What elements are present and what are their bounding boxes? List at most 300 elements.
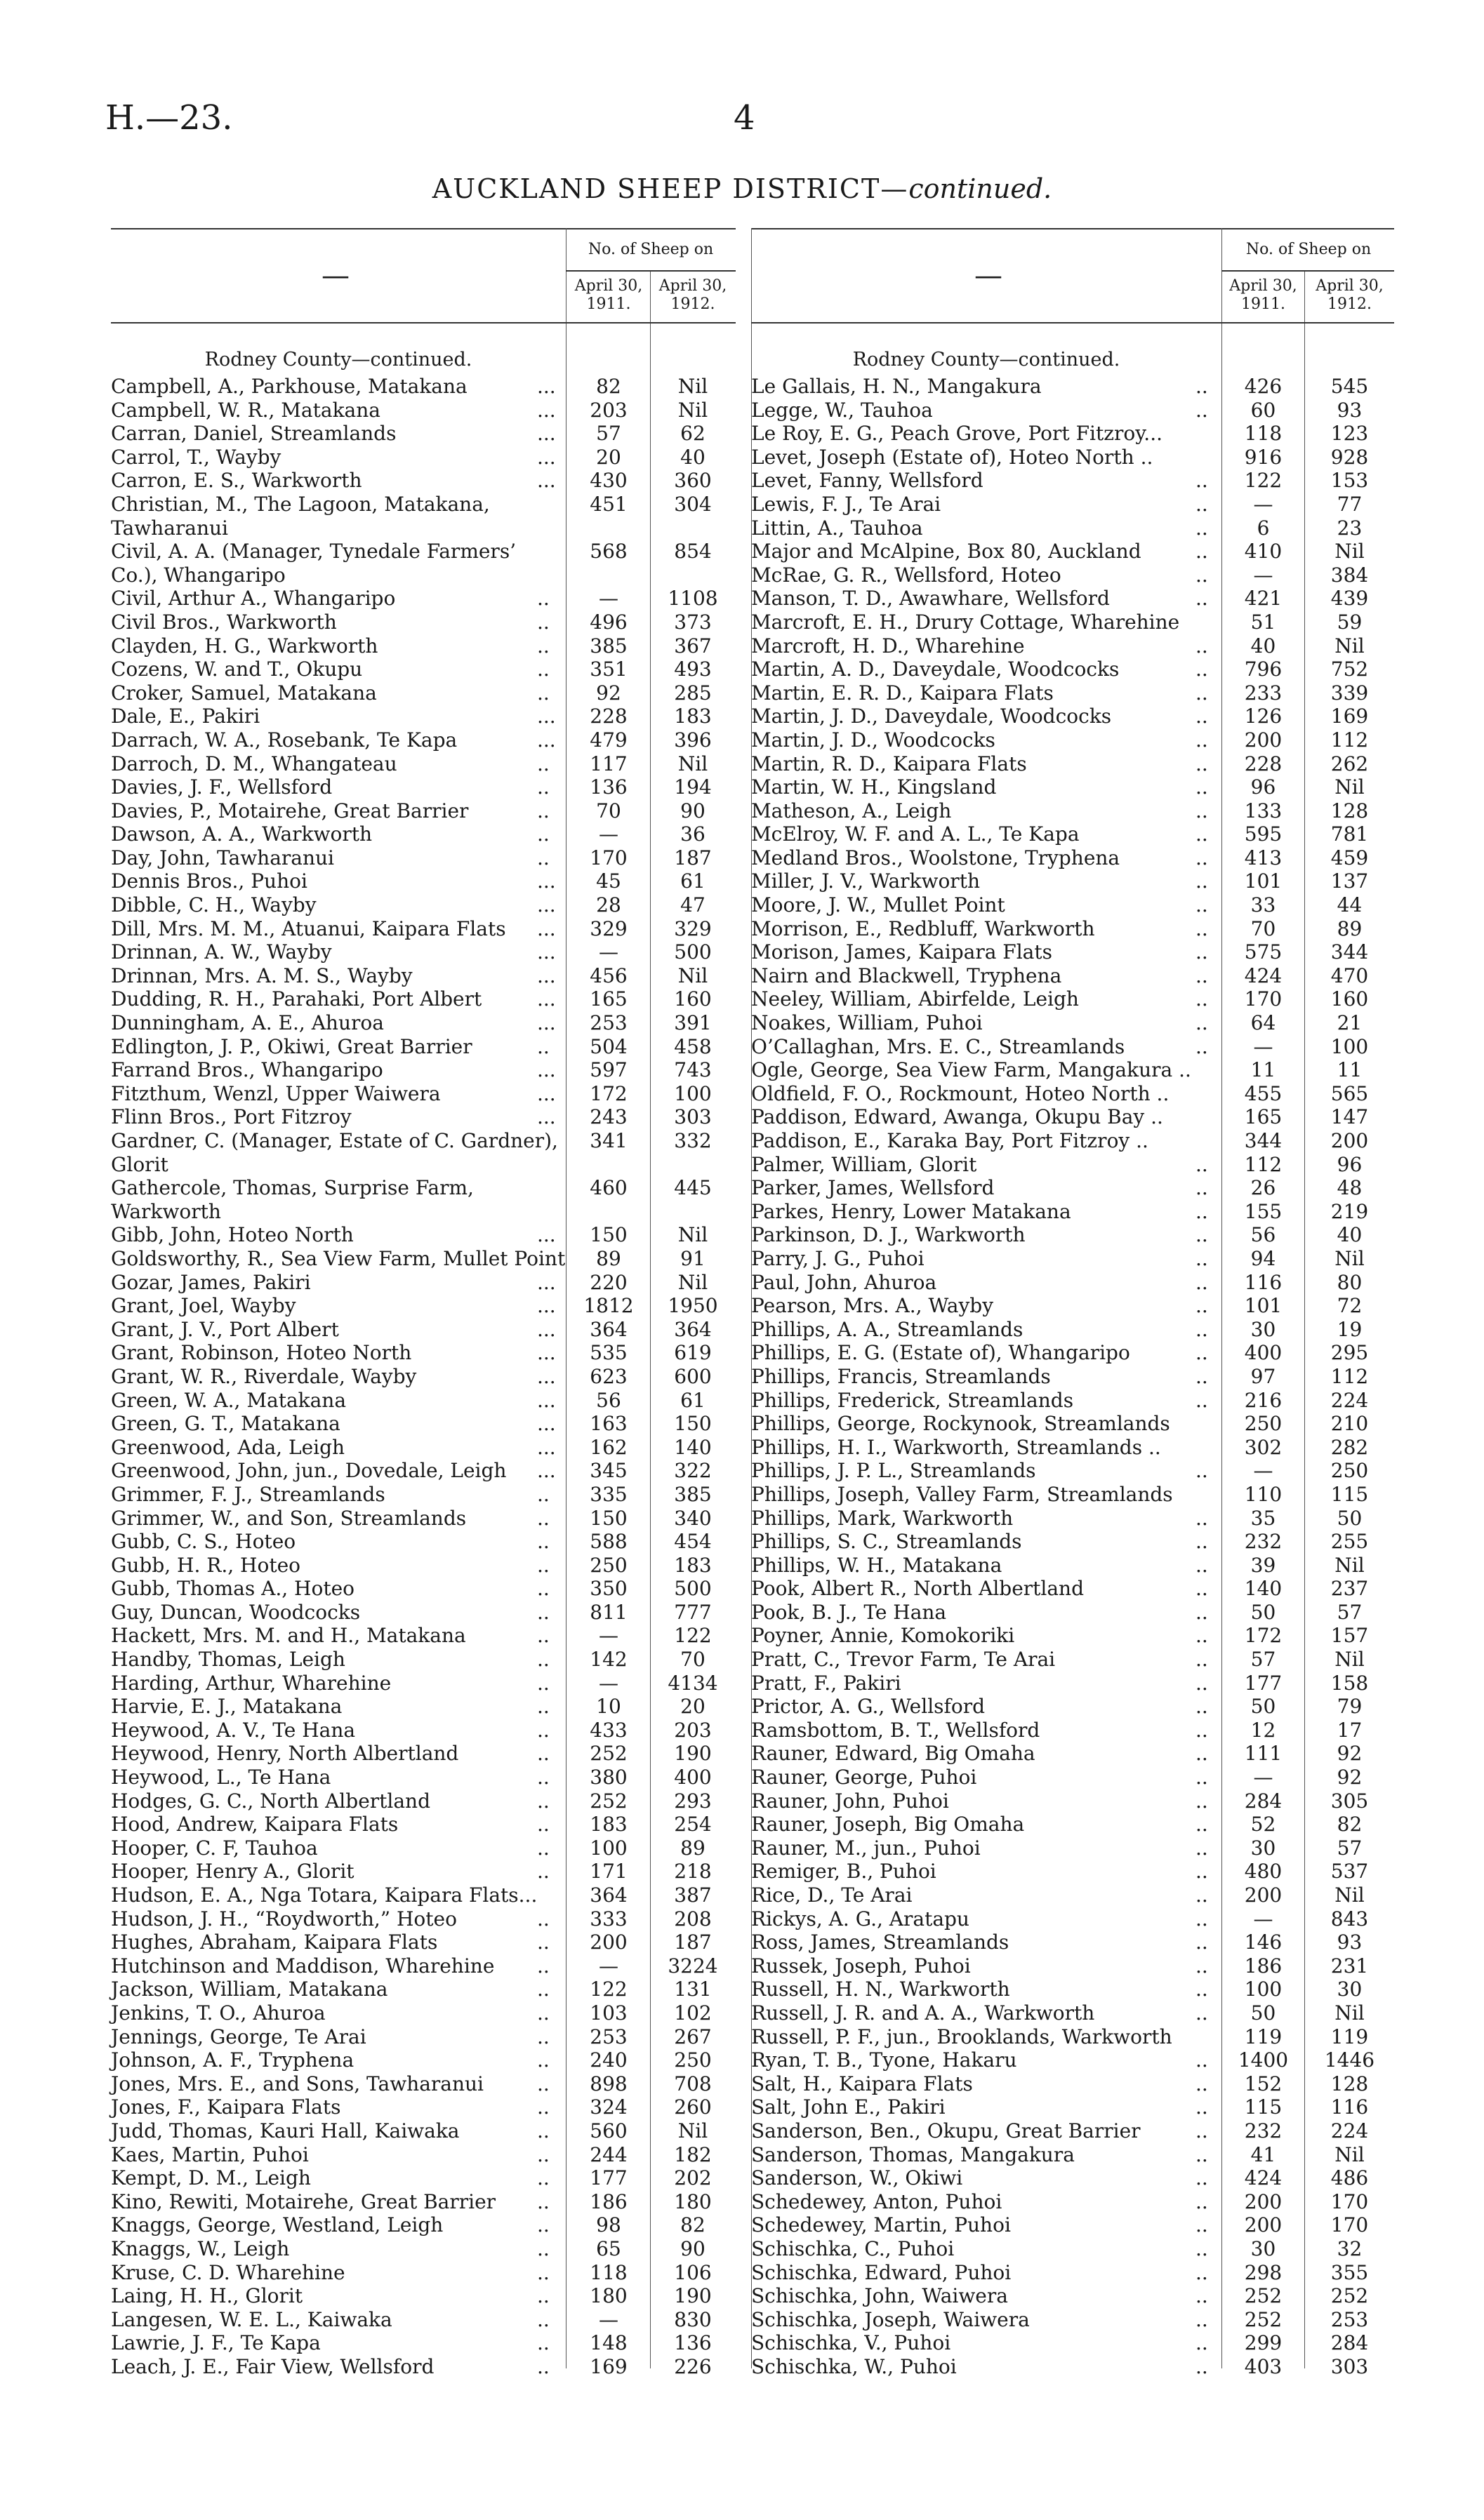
owner-name: Schischka, Joseph, Waiwera (751, 2307, 1030, 2331)
owner-name: Civil, Arthur A., Whangaripo (111, 587, 396, 611)
sheep-1912: 545 (1330, 375, 1369, 398)
sheep-1912: 90 (680, 799, 705, 822)
owner-name: Davies, J. F., Wellsford (111, 775, 333, 799)
owner-name: Gubb, C. S., Hoteo (111, 1530, 296, 1554)
leader-dots: .. (1195, 1199, 1208, 1223)
owner-name: Campbell, A., Parkhouse, Matakana (111, 375, 468, 398)
sheep-1912: 82 (1337, 1813, 1363, 1836)
owner-name: Drinnan, A. W., Wayby (111, 940, 332, 964)
leader-dots: .. (537, 2072, 550, 2095)
top-rule (751, 228, 1394, 229)
owner-name: Jackson, William, Matakana (111, 1978, 388, 2001)
sheep-1912: 190 (674, 2284, 712, 2308)
leader-dots: .. (537, 1978, 550, 2001)
leader-dots: .. (537, 1718, 550, 1742)
sheep-1912: Nil (1334, 2001, 1365, 2025)
sheep-1912: 237 (1330, 1577, 1369, 1601)
leader-dots: ... (537, 1459, 556, 1483)
column-divider (1304, 270, 1305, 2368)
owner-name: Noakes, William, Puhoi (751, 1011, 983, 1035)
sheep-1912: 77 (1337, 492, 1363, 516)
sheep-1911: 253 (590, 2025, 628, 2048)
sheep-1912: 304 (674, 492, 712, 516)
leader-dots: ... (537, 375, 556, 398)
sheep-1911: 1400 (1238, 2048, 1289, 2072)
sheep-1911: 216 (1244, 1388, 1283, 1412)
owner-name: Pook, B. J., Te Hana (751, 1600, 947, 1624)
sheep-1912: 80 (1337, 1270, 1363, 1294)
sheep-1911: 171 (590, 1860, 628, 1884)
sheep-1912: 303 (1330, 2354, 1369, 2378)
owner-name: Lawrie, J. F., Te Kapa (111, 2331, 321, 2355)
sheep-1912: 153 (1330, 469, 1369, 493)
owner-name: Grant, Joel, Wayby (111, 1294, 296, 1318)
sheep-1911: 333 (590, 1907, 628, 1931)
owner-name: Christian, M., The Lagoon, Matakana, Tawharanui (111, 492, 490, 540)
sheep-1912: 493 (674, 658, 712, 681)
leader-dots: .. (537, 2025, 550, 2048)
sheep-1911: 101 (1244, 1294, 1283, 1318)
sheep-1911: 240 (590, 2048, 628, 2072)
sheep-1911: 30 (1250, 2236, 1276, 2260)
blank-header: — (322, 260, 350, 292)
owner-name: Parker, James, Wellsford (751, 1176, 995, 1200)
owner-name: Gibb, John, Hoteo North (111, 1223, 354, 1247)
leader-dots: .. (1195, 728, 1208, 752)
owner-name: Martin, W. H., Kingsland (751, 775, 997, 799)
sheep-1911: 480 (1244, 1860, 1283, 1884)
owner-name: Prictor, A. G., Wellsford (751, 1695, 986, 1719)
sheep-1911: 122 (590, 1978, 628, 2001)
sheep-1911: 116 (1244, 1270, 1283, 1294)
sheep-1911: 329 (590, 916, 628, 940)
owner-name: Ogle, George, Sea View Farm, Mangakura .. (751, 1058, 1191, 1082)
sheep-1912: 170 (1330, 2189, 1369, 2213)
leader-dots: ... (537, 1223, 556, 1247)
page-title (0, 173, 1484, 204)
owner-name: Jones, Mrs. E., and Sons, Tawharanui (111, 2072, 484, 2095)
owner-name: Rauner, George, Puhoi (751, 1766, 977, 1789)
owner-name: Poyner, Annie, Komokoriki (751, 1624, 1015, 1648)
leader-dots: .. (537, 752, 550, 775)
sheep-1911: 70 (596, 799, 621, 822)
sheep-1911: — (1253, 1459, 1273, 1483)
leader-dots: ... (537, 893, 556, 917)
sheep-1911: 146 (1244, 1931, 1283, 1954)
owner-name: Langesen, W. E. L., Kaiwaka (111, 2307, 392, 2331)
leader-dots: .. (1195, 964, 1208, 987)
sheep-1911: 298 (1244, 2260, 1283, 2284)
sheep-1911: 170 (1244, 987, 1283, 1011)
leader-dots: .. (537, 1813, 550, 1836)
leader-dots: .. (1195, 1671, 1208, 1695)
sheep-1912: 500 (674, 940, 712, 964)
leader-dots: .. (1195, 1270, 1208, 1294)
leader-dots: ... (537, 1058, 556, 1082)
leader-dots: .. (1195, 822, 1208, 846)
sheep-1911: 52 (1250, 1813, 1276, 1836)
leader-dots: .. (1195, 2354, 1208, 2378)
sheep-1911: 403 (1244, 2354, 1283, 2378)
owner-name: Phillips, George, Rockynook, Streamlands (751, 1412, 1170, 1436)
sheep-1912: 830 (674, 2307, 712, 2331)
sheep-1911: 60 (1250, 398, 1276, 422)
sheep-1912: 140 (674, 1435, 712, 1459)
header-bottom-rule (751, 322, 1394, 324)
owner-name: Flinn Bros., Port Fitzroy (111, 1105, 352, 1129)
sheep-1912: 92 (1337, 1766, 1363, 1789)
sheep-1912: Nil (1334, 1884, 1365, 1907)
leader-dots: .. (537, 2236, 550, 2260)
leader-dots: .. (1195, 916, 1208, 940)
sheep-1912: Nil (677, 398, 708, 422)
sheep-1912: 329 (674, 916, 712, 940)
sheep-1912: 285 (674, 681, 712, 705)
sheep-1911: 350 (590, 1577, 628, 1601)
sheep-1911: 165 (1244, 1105, 1283, 1129)
sheep-1911: 140 (1244, 1577, 1283, 1601)
sheep-1912: 303 (674, 1105, 712, 1129)
sheep-1911: — (1253, 1907, 1273, 1931)
leader-dots: .. (1195, 2095, 1208, 2119)
owner-name: Gathercole, Thomas, Surprise Farm, Warkworth (111, 1176, 474, 1223)
owner-name: Civil, A. A. (Manager, Tynedale Farmers’ Co.), Whangaripo (111, 540, 517, 587)
owner-name: Rauner, M., jun., Puhoi (751, 1836, 981, 1860)
leader-dots: .. (1195, 563, 1208, 587)
sheep-1912: 40 (1337, 1223, 1363, 1247)
leader-dots: .. (1195, 1813, 1208, 1836)
owner-name: Pook, Albert R., North Albertland (751, 1577, 1085, 1601)
owner-name: Ross, James, Streamlands (751, 1931, 1009, 1954)
sheep-1912: 72 (1337, 1294, 1363, 1318)
owner-name: Marcroft, H. D., Wharehine (751, 634, 1025, 658)
sheep-1912: 102 (674, 2001, 712, 2025)
owner-name: Parry, J. G., Puhoi (751, 1246, 925, 1270)
owner-name: Sanderson, W., Okiwi (751, 2166, 963, 2190)
sheep-1911: 57 (596, 422, 621, 446)
owner-name: Moore, J. W., Mullet Point (751, 893, 1005, 917)
sheep-1911: 41 (1250, 2142, 1276, 2166)
leader-dots: .. (1195, 893, 1208, 917)
sheep-1911: 1812 (583, 1294, 634, 1318)
blank-header: — (974, 260, 1002, 292)
sheep-1911: 426 (1244, 375, 1283, 398)
sheep-1911: 424 (1244, 964, 1283, 987)
leader-dots: .. (1195, 1176, 1208, 1200)
leader-dots: .. (537, 1766, 550, 1789)
leader-dots: .. (1195, 987, 1208, 1011)
sheep-1911: 30 (1250, 1836, 1276, 1860)
leader-dots: .. (1195, 1954, 1208, 1978)
leader-dots: .. (1195, 2260, 1208, 2284)
leader-dots: .. (1195, 2142, 1208, 2166)
sheep-1912: 169 (1330, 705, 1369, 728)
leader-dots: .. (537, 1695, 550, 1719)
sheep-1911: 180 (590, 2284, 628, 2308)
sheep-1912: 339 (1330, 681, 1369, 705)
leader-dots: ... (537, 1364, 556, 1388)
leader-dots: ... (537, 964, 556, 987)
owner-name: Pearson, Mrs. A., Wayby (751, 1294, 994, 1318)
sheep-1912: 384 (1330, 563, 1369, 587)
leader-dots: .. (1195, 2213, 1208, 2237)
leader-dots: .. (537, 1553, 550, 1577)
owner-name: Rauner, John, Puhoi (751, 1789, 949, 1813)
owner-name: Grant, J. V., Port Albert (111, 1317, 339, 1341)
owner-name: Phillips, J. P. L., Streamlands (751, 1459, 1036, 1483)
sheep-1912: 182 (674, 2142, 712, 2166)
owner-name: Handby, Thomas, Leigh (111, 1648, 345, 1672)
owner-name: Gardner, C. (Manager, Estate of C. Gardner), Glorit (111, 1129, 558, 1176)
leader-dots: .. (1195, 2331, 1208, 2355)
sheep-1911: 26 (1250, 1176, 1276, 1200)
owner-name: Cozens, W. and T., Okupu (111, 658, 363, 681)
owner-name: Schischka, W., Puhoi (751, 2354, 957, 2378)
sheep-1912: 17 (1337, 1718, 1363, 1742)
owner-name: Nairn and Blackwell, Tryphena (751, 964, 1062, 987)
owner-name: Oldfield, F. O., Rockmount, Hoteo North .. (751, 1081, 1170, 1105)
sheep-1911: — (599, 1954, 618, 1978)
leader-dots: .. (537, 2048, 550, 2072)
owner-name: Gubb, H. R., Hoteo (111, 1553, 301, 1577)
leader-dots: .. (1195, 869, 1208, 893)
sheep-1911: 811 (590, 1600, 628, 1624)
sheep-1912: 854 (674, 540, 712, 564)
sheep-1912: 360 (674, 469, 712, 493)
sheep-1912: 157 (1330, 1624, 1369, 1648)
sheep-1912: 93 (1337, 1931, 1363, 1954)
sheep-1912: 3224 (668, 1954, 718, 1978)
leader-dots: .. (537, 1671, 550, 1695)
sheep-1912: 267 (674, 2025, 712, 2048)
owner-name: Schischka, C., Puhoi (751, 2236, 955, 2260)
sheep-1912: 219 (1330, 1199, 1369, 1223)
sheep-1912: Nil (1334, 775, 1365, 799)
sheep-1911: 575 (1244, 940, 1283, 964)
owner-name: Dudding, R. H., Parahaki, Port Albert (111, 987, 482, 1011)
owner-name: Kino, Rewiti, Motairehe, Great Barrier (111, 2189, 496, 2213)
sheep-1911: 89 (596, 1246, 621, 1270)
owner-name: Dawson, A. A., Warkworth (111, 822, 372, 846)
sheep-1911: 133 (1244, 799, 1283, 822)
sheep-1911: 220 (590, 1270, 628, 1294)
leader-dots: .. (1195, 1459, 1208, 1483)
sheep-1911: 623 (590, 1364, 628, 1388)
owner-name: Parkes, Henry, Lower Matakana (751, 1199, 1071, 1223)
leader-dots: .. (1195, 1246, 1208, 1270)
sheep-1912: Nil (677, 2119, 708, 2142)
sheep-1912: 708 (674, 2072, 712, 2095)
owner-name: Knaggs, George, Westland, Leigh (111, 2213, 444, 2237)
sheep-1911: 341 (590, 1129, 628, 1152)
sheep-1911: 100 (590, 1836, 628, 1860)
owner-name: Rauner, Edward, Big Omaha (751, 1742, 1035, 1766)
leader-dots: ... (537, 422, 556, 446)
sheep-1912: 454 (674, 1530, 712, 1554)
leader-dots: .. (1195, 1718, 1208, 1742)
sheep-1911: — (599, 940, 618, 964)
sheep-1911: 111 (1244, 1742, 1283, 1766)
sheep-1911: 152 (1244, 2072, 1283, 2095)
sheep-1911: 103 (590, 2001, 628, 2025)
leader-dots: .. (537, 2307, 550, 2331)
owner-name: Hudson, J. H., “Roydworth,” Hoteo (111, 1907, 457, 1931)
sheep-1911: 11 (1250, 1058, 1276, 1082)
owner-name: Hooper, Henry A., Glorit (111, 1860, 355, 1884)
sheep-1912: 537 (1330, 1860, 1369, 1884)
sheep-1912: 100 (1330, 1034, 1369, 1058)
sheep-1912: Nil (677, 1270, 708, 1294)
sheep-1911: 40 (1250, 634, 1276, 658)
group-header: No. of Sheep on (588, 241, 714, 258)
sheep-1911: — (599, 822, 618, 846)
owner-name: Miller, J. V., Warkworth (751, 869, 980, 893)
sheep-1912: 187 (674, 846, 712, 869)
leader-dots: .. (1195, 1600, 1208, 1624)
owner-name: Gozar, James, Pakiri (111, 1270, 311, 1294)
owner-name: Campbell, W. R., Matakana (111, 398, 380, 422)
owner-name: Hudson, E. A., Nga Totara, Kaipara Flats... (111, 1884, 538, 1907)
owner-name: Paddison, Edward, Awanga, Okupu Bay .. (751, 1105, 1163, 1129)
sheep-1912: 459 (1330, 846, 1369, 869)
sheep-1911: 56 (596, 1388, 621, 1412)
owner-name: Medland Bros., Woolstone, Tryphena (751, 846, 1120, 869)
sheep-1911: 57 (1250, 1648, 1276, 1672)
sheep-1911: 50 (1250, 1600, 1276, 1624)
sheep-1912: 355 (1330, 2260, 1369, 2284)
sheep-1912: 91 (680, 1246, 705, 1270)
sheep-1911: 244 (590, 2142, 628, 2166)
leader-dots: .. (537, 799, 550, 822)
owner-name: Green, G. T., Matakana (111, 1412, 340, 1436)
sheep-1912: 170 (1330, 2213, 1369, 2237)
sheep-1912: 385 (674, 1482, 712, 1506)
owner-name: Darroch, D. M., Whangateau (111, 752, 397, 775)
sheep-1911: 172 (1244, 1624, 1283, 1648)
sheep-1911: 916 (1244, 445, 1283, 469)
owner-name: Hood, Andrew, Kaipara Flats (111, 1813, 399, 1836)
sheep-1911: 421 (1244, 587, 1283, 611)
owner-name: Carrol, T., Wayby (111, 445, 281, 469)
sheep-1912: 79 (1337, 1695, 1363, 1719)
sheep-1911: 252 (590, 1789, 628, 1813)
sheep-1912: 373 (674, 610, 712, 634)
owner-name: Gubb, Thomas A., Hoteo (111, 1577, 355, 1601)
sheep-1912: 82 (680, 2213, 705, 2237)
leader-dots: .. (1195, 516, 1208, 540)
sheep-1911: 253 (590, 1011, 628, 1035)
sheep-1911: 302 (1244, 1435, 1283, 1459)
leader-dots: ... (537, 1317, 556, 1341)
leader-dots: ... (537, 469, 556, 493)
leader-dots: .. (1195, 846, 1208, 869)
sheep-1911: 122 (1244, 469, 1283, 493)
leader-dots: .. (1195, 1223, 1208, 1247)
header-rule (566, 270, 736, 272)
owner-name: Laing, H. H., Glorit (111, 2284, 303, 2308)
sheep-1911: 170 (590, 846, 628, 869)
sheep-1912: 295 (1330, 1341, 1369, 1365)
sheep-1911: 232 (1244, 1530, 1283, 1554)
leader-dots: .. (1195, 799, 1208, 822)
sheep-1911: 228 (1244, 752, 1283, 775)
sheep-1912: 23 (1337, 516, 1363, 540)
sheep-1912: Nil (1334, 2142, 1365, 2166)
sheep-1911: 115 (1244, 2095, 1283, 2119)
leader-dots: .. (1195, 1931, 1208, 1954)
leader-dots: .. (1195, 2284, 1208, 2308)
leader-dots: .. (1195, 2189, 1208, 2213)
sheep-1911: 228 (590, 705, 628, 728)
sheep-1912: 21 (1337, 1011, 1363, 1035)
leader-dots: .. (537, 1624, 550, 1648)
owner-name: Schischka, V., Puhoi (751, 2331, 951, 2355)
sheep-1911: 118 (1244, 422, 1283, 446)
section-heading: Rodney County—continued. (204, 349, 472, 371)
leader-dots: .. (1195, 1695, 1208, 1719)
leader-dots: ... (537, 445, 556, 469)
sheep-1912: 92 (1337, 1742, 1363, 1766)
leader-dots: .. (1195, 540, 1208, 564)
sheep-1912: 100 (674, 1081, 712, 1105)
sheep-1911: 595 (1244, 822, 1283, 846)
owner-name: Hughes, Abraham, Kaipara Flats (111, 1931, 438, 1954)
sheep-1911: 597 (590, 1058, 628, 1082)
sheep-1912: 128 (1330, 2072, 1369, 2095)
sheep-1911: 568 (590, 540, 628, 564)
leader-dots: .. (1195, 1978, 1208, 2001)
leader-dots: .. (537, 1931, 550, 1954)
sheep-1911: 413 (1244, 846, 1283, 869)
owner-name: Matheson, A., Leigh (751, 799, 952, 822)
owner-name: Le Roy, E. G., Peach Grove, Port Fitzroy... (751, 422, 1163, 446)
owner-name: Palmer, William, Glorit (751, 1152, 977, 1176)
sheep-1911: 142 (590, 1648, 628, 1672)
sheep-1911: — (599, 587, 618, 611)
sheep-1912: 183 (674, 1553, 712, 1577)
sheep-1912: 4134 (668, 1671, 718, 1695)
sheep-1911: 177 (1244, 1671, 1283, 1695)
leader-dots: .. (1195, 1766, 1208, 1789)
sheep-1911: 232 (1244, 2119, 1283, 2142)
leader-dots: .. (537, 1506, 550, 1530)
sheep-1912: 400 (674, 1766, 712, 1789)
sheep-1911: 148 (590, 2331, 628, 2355)
sheep-1911: 169 (590, 2354, 628, 2378)
sheep-1912: Nil (677, 964, 708, 987)
leader-dots: ... (537, 1270, 556, 1294)
owner-name: Salt, John E., Pakiri (751, 2095, 946, 2119)
col-header-1911: April 30, 1911. (574, 277, 643, 313)
sheep-1911: 233 (1244, 681, 1283, 705)
sheep-1912: 59 (1337, 610, 1363, 634)
sheep-1912: 116 (1330, 2095, 1369, 2119)
owner-name: Remiger, B., Puhoi (751, 1860, 936, 1884)
owner-name: Hodges, G. C., North Albertland (111, 1789, 430, 1813)
top-rule (111, 228, 736, 229)
sheep-1912: 93 (1337, 398, 1363, 422)
sheep-1912: 40 (680, 445, 705, 469)
owner-name: Paul, John, Ahuroa (751, 1270, 937, 1294)
leader-dots: .. (1195, 1364, 1208, 1388)
owner-name: Martin, J. D., Daveydale, Woodcocks (751, 705, 1112, 728)
owner-name: Carron, E. S., Warkworth (111, 469, 362, 493)
sheep-1911: 155 (1244, 1199, 1283, 1223)
leader-dots: .. (537, 2166, 550, 2190)
sheep-1912: 202 (674, 2166, 712, 2190)
sheep-1912: 160 (674, 987, 712, 1011)
sheep-1911: 20 (596, 445, 621, 469)
